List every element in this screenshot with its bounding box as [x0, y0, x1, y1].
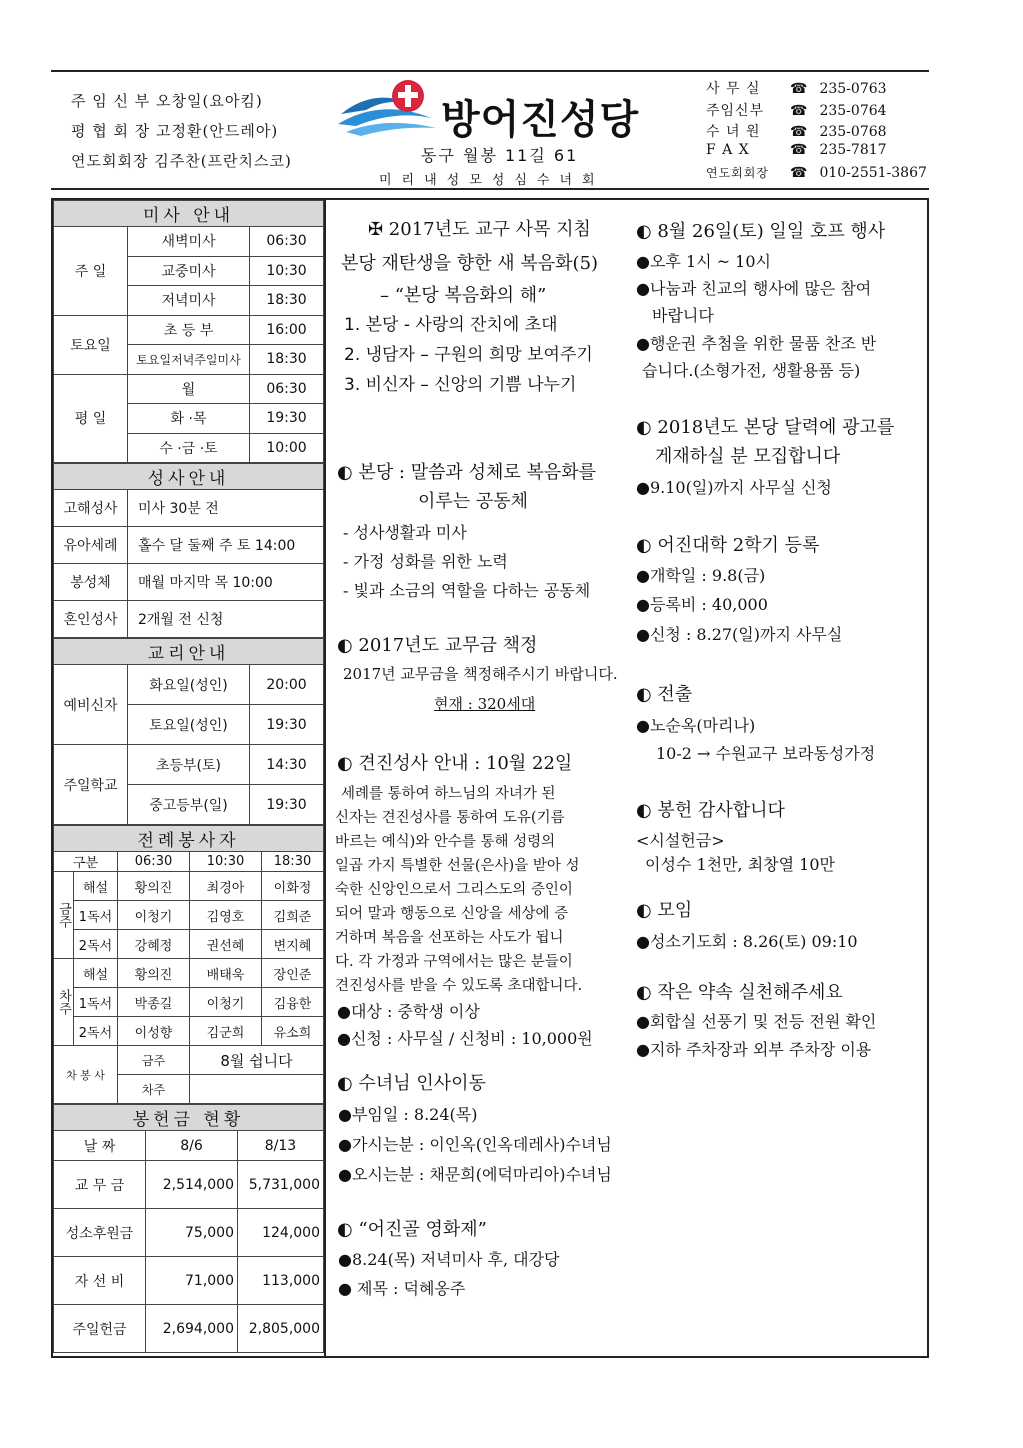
sunday-school-label: 주일학교 — [54, 745, 128, 825]
class-name: 토요일(성인) — [128, 705, 250, 745]
mass-time: 06:30 — [250, 227, 324, 257]
car-note: 8월 쉽니다 — [190, 1046, 324, 1075]
confirmation-text: 일곱 가지 특별한 선물(은사)을 받아 성 — [335, 858, 580, 874]
staff-council-president: 평 협 회 장 고정환(안드레아) — [71, 122, 279, 140]
servers-head: 구분 — [54, 852, 118, 872]
transfer-item: 10-2 → 수원교구 보라동성가정 — [656, 744, 876, 763]
promise-item: ●회합실 선풍기 및 전등 전원 확인 — [636, 1012, 877, 1031]
film-item: ●8.24(목) 저녁미사 후, 대강당 — [338, 1250, 560, 1269]
mass-name: 수 ·금 ·토 — [128, 433, 250, 463]
car-next-empty — [190, 1075, 324, 1104]
parish-vision-title2: 이루는 공동체 — [418, 491, 529, 512]
server-name: 김군희 — [190, 1017, 262, 1046]
donation-item: <시설헌금> — [636, 831, 725, 850]
mass-name: 화 ·목 — [128, 404, 250, 434]
class-name: 초등부(토) — [128, 745, 250, 785]
pastoral-item: 2. 냉담자 – 구원의 희망 보여주기 — [344, 345, 593, 365]
film-item: ● 제목 : 덕혜옹주 — [338, 1279, 466, 1298]
contact-office: 사 무 실 ☎ 235-0763 — [706, 81, 887, 97]
staff-memorial-president: 연도회회장 김주찬(프란치스코) — [71, 152, 292, 170]
car-this-week: 금주 — [118, 1046, 190, 1075]
pastoral-line2: – “본당 복음화의 해” — [380, 285, 547, 306]
server-name: 최경아 — [190, 872, 262, 901]
servers-table — [53, 825, 324, 1104]
offering-amount: 2,694,000 — [146, 1305, 238, 1353]
sisters-item: ●오시는분 : 채문희(에덕마리아)수녀님 — [338, 1165, 612, 1184]
server-name: 이성향 — [118, 1017, 190, 1046]
class-name: 중고등부(일) — [128, 785, 250, 825]
confirmation-apply: ●신청 : 사무실 / 신청비 : 10,000원 — [337, 1029, 593, 1048]
class-time: 14:30 — [250, 745, 324, 785]
class-time: 20:00 — [250, 665, 324, 705]
confirmation-target: ●대상 : 중학생 이상 — [337, 1002, 480, 1021]
parish-address: 동구 월봉 11길 61 — [421, 146, 579, 165]
hof-title: ◐ 8월 26일(토) 일일 호프 행사 — [636, 221, 886, 242]
sisters-item: ●부임일 : 8.24(목) — [338, 1105, 478, 1124]
confirmation-text: 견진성사를 받을 수 있도록 초대합니다. — [335, 978, 583, 994]
servers-head: 10:30 — [190, 852, 262, 872]
meeting-title: ◐ 모임 — [636, 900, 693, 921]
parish-title: 방어진성당 — [441, 97, 640, 143]
pastoral-line1: 본당 재탄생을 향한 새 복음화(5) — [341, 253, 599, 274]
pastoral-item: 3. 비신자 – 신앙의 기쁨 나누기 — [344, 375, 577, 395]
class-time: 19:30 — [250, 705, 324, 745]
server-name: 유소희 — [262, 1017, 324, 1046]
week-this-label: 금주 — [54, 872, 74, 959]
pastoral-item: 1. 본당 - 사랑의 잔치에 초대 — [344, 315, 558, 335]
mass-table — [53, 200, 324, 463]
parish-vision-item: - 가정 성화를 위한 노력 — [343, 552, 508, 571]
server-name: 김영호 — [190, 901, 262, 930]
server-role: 2독서 — [74, 930, 118, 959]
sacrament-name: 고해성사 — [54, 490, 128, 527]
offering-category: 교 무 금 — [54, 1161, 146, 1209]
parish-vision-title: ◐ 본당 : 말씀과 성체로 복음화를 — [337, 462, 597, 483]
offering-amount: 124,000 — [238, 1209, 324, 1257]
contact-memorial: 연도회회장 ☎ 010-2551-3867 — [706, 165, 927, 181]
offering-category: 주일헌금 — [54, 1305, 146, 1353]
mass-name: 토요일저녁주일미사 — [128, 345, 250, 375]
contact-fax: F A X ☎ 235-7817 — [706, 142, 887, 158]
offering-category: 자 선 비 — [54, 1257, 146, 1305]
server-role: 해설 — [74, 959, 118, 988]
dues-current: 현재 : 320세대 — [434, 695, 536, 713]
contact-convent: 수 녀 원 ☎ 235-0768 — [706, 124, 887, 140]
college-item: ●등록비 : 40,000 — [636, 595, 768, 614]
servers-title: 전례봉사자 — [54, 826, 324, 852]
college-title: ◐ 어진대학 2학기 등록 — [636, 535, 820, 556]
car-next-week: 차주 — [118, 1075, 190, 1104]
hof-item: ●행운권 추첨을 위한 물품 찬조 반 — [636, 334, 877, 353]
sunday-label: 주 일 — [54, 227, 128, 316]
mass-time: 19:30 — [250, 404, 324, 434]
offering-category: 성소후원금 — [54, 1209, 146, 1257]
staff-pastor: 주 임 신 부 오창일(요아킴) — [71, 92, 263, 110]
sacrament-value: 2개월 전 신청 — [128, 601, 324, 638]
offering-head: 날 짜 — [54, 1131, 146, 1161]
mass-time: 16:00 — [250, 315, 324, 345]
server-name: 변지혜 — [262, 930, 324, 959]
server-name: 장인준 — [262, 959, 324, 988]
offering-amount: 5,731,000 — [238, 1161, 324, 1209]
mass-time: 10:00 — [250, 433, 324, 463]
offering-amount: 2,805,000 — [238, 1305, 324, 1353]
week-next-label: 차주 — [54, 959, 74, 1046]
server-name: 김희준 — [262, 901, 324, 930]
dues-line: 2017년 교무금을 책정해주시기 바랍니다. — [343, 665, 618, 683]
meeting-item: ●성소기도회 : 8.26(토) 09:10 — [636, 932, 858, 951]
confirmation-text: 세례를 통하여 하느님의 자녀가 된 — [341, 786, 556, 802]
mass-name: 월 — [128, 374, 250, 404]
sacrament-table — [53, 463, 324, 638]
server-name: 강혜정 — [118, 930, 190, 959]
weekday-label: 평 일 — [54, 374, 128, 463]
confirmation-text: 숙한 신앙인으로서 그리스도의 증인이 — [335, 882, 573, 898]
donation-item: 이성수 1천만, 최창열 10만 — [645, 855, 835, 874]
server-name: 황의진 — [118, 959, 190, 988]
offering-amount: 113,000 — [238, 1257, 324, 1305]
offering-amount: 75,000 — [146, 1209, 238, 1257]
server-name: 권선혜 — [190, 930, 262, 959]
confirmation-text: 되어 말과 행동으로 신앙을 세상에 증 — [335, 906, 569, 922]
confirmation-title: ◐ 견진성사 안내 : 10월 22일 — [337, 753, 573, 774]
server-name: 황의진 — [118, 872, 190, 901]
offering-head: 8/6 — [146, 1131, 238, 1161]
calendar-item: ●9.10(일)까지 사무실 신청 — [636, 478, 832, 497]
mass-name: 저녁미사 — [128, 286, 250, 316]
sisters-title: ◐ 수녀님 인사이동 — [337, 1073, 486, 1094]
server-role: 1독서 — [74, 901, 118, 930]
server-name: 이청기 — [118, 901, 190, 930]
hof-item: ●나눔과 친교의 행사에 많은 참여 — [636, 279, 872, 298]
dues-title: ◐ 2017년도 교무금 책정 — [337, 635, 538, 656]
calendar-title2: 게재하실 분 모집합니다 — [655, 446, 841, 467]
confirmation-text: 바르는 예식)와 안수를 통해 성령의 — [335, 834, 556, 850]
server-name: 이화정 — [262, 872, 324, 901]
mass-title: 미사 안내 — [54, 201, 324, 227]
offering-table — [53, 1104, 324, 1353]
hof-item: 습니다.(소형가전, 생활용품 등) — [642, 361, 861, 380]
sisters-item: ●가시는분 : 이인옥(인옥데레사)수녀님 — [338, 1135, 612, 1154]
transfer-title: ◐ 전출 — [636, 684, 693, 705]
promise-item: ●지하 주차장과 외부 주차장 이용 — [636, 1040, 872, 1059]
film-title: ◐ “어진골 영화제” — [337, 1219, 487, 1240]
mass-name: 새벽미사 — [128, 227, 250, 257]
mass-name: 교중미사 — [128, 256, 250, 286]
college-item: ●신청 : 8.27(일)까지 사무실 — [636, 625, 843, 644]
congregation-name: 미리내성모성심수녀회 — [379, 173, 605, 188]
mass-time: 06:30 — [250, 374, 324, 404]
promise-title: ◐ 작은 약속 실천해주세요 — [636, 982, 843, 1003]
class-name: 화요일(성인) — [128, 665, 250, 705]
servers-head: 06:30 — [118, 852, 190, 872]
server-name: 김융한 — [262, 988, 324, 1017]
parish-vision-item: - 빛과 소금의 역할을 다하는 공동체 — [343, 581, 591, 600]
mass-time: 18:30 — [250, 286, 324, 316]
offering-head: 8/13 — [238, 1131, 324, 1161]
contact-pastor: 주임신부 ☎ 235-0764 — [706, 103, 887, 119]
transfer-item: ●노순옥(마리나) — [636, 716, 756, 735]
server-name: 박종길 — [118, 988, 190, 1017]
mass-time: 10:30 — [250, 256, 324, 286]
catechism-table — [53, 638, 324, 825]
sacrament-name: 봉성체 — [54, 564, 128, 601]
offering-amount: 71,000 — [146, 1257, 238, 1305]
confirmation-text: 거하며 복음을 선포하는 사도가 됩니 — [335, 930, 564, 946]
sacrament-value: 매월 마지막 목 10:00 — [128, 564, 324, 601]
hof-item: ●오후 1시 ~ 10시 — [636, 252, 771, 271]
header — [51, 70, 929, 190]
car-service-label: 차 봉 사 — [54, 1046, 118, 1104]
server-role: 2독서 — [74, 1017, 118, 1046]
mass-time: 18:30 — [250, 345, 324, 375]
server-name: 이청기 — [190, 988, 262, 1017]
catechumen-label: 예비신자 — [54, 665, 128, 745]
confirmation-text: 신자는 견진성사를 통하여 도유(기름 — [335, 810, 565, 826]
sacrament-value: 미사 30분 전 — [128, 490, 324, 527]
sacrament-title: 성사안내 — [54, 464, 324, 490]
saturday-label: 토요일 — [54, 315, 128, 374]
catechism-title: 교리안내 — [54, 639, 324, 665]
parish-vision-item: - 성사생활과 미사 — [343, 523, 467, 542]
pastoral-title: ✠ 2017년도 교구 사목 지침 — [368, 219, 591, 240]
servers-head: 18:30 — [262, 852, 324, 872]
sacrament-name: 혼인성사 — [54, 601, 128, 638]
college-item: ●개학일 : 9.8(금) — [636, 566, 766, 585]
server-role: 1독서 — [74, 988, 118, 1017]
donation-title: ◐ 봉헌 감사합니다 — [636, 800, 785, 821]
server-name: 배태욱 — [190, 959, 262, 988]
schedule-column — [51, 198, 326, 1358]
confirmation-text: 다. 각 가정과 구역에서는 많은 분들이 — [335, 954, 573, 970]
calendar-title: ◐ 2018년도 본당 달력에 광고를 — [636, 417, 895, 438]
parish-logo-icon — [336, 76, 441, 140]
server-role: 해설 — [74, 872, 118, 901]
offering-amount: 2,514,000 — [146, 1161, 238, 1209]
class-time: 19:30 — [250, 785, 324, 825]
sacrament-name: 유아세례 — [54, 527, 128, 564]
offering-title: 봉헌금 현황 — [54, 1105, 324, 1131]
hof-item: 바랍니다 — [652, 306, 714, 325]
mass-name: 초 등 부 — [128, 315, 250, 345]
sacrament-value: 홀수 달 둘째 주 토 14:00 — [128, 527, 324, 564]
